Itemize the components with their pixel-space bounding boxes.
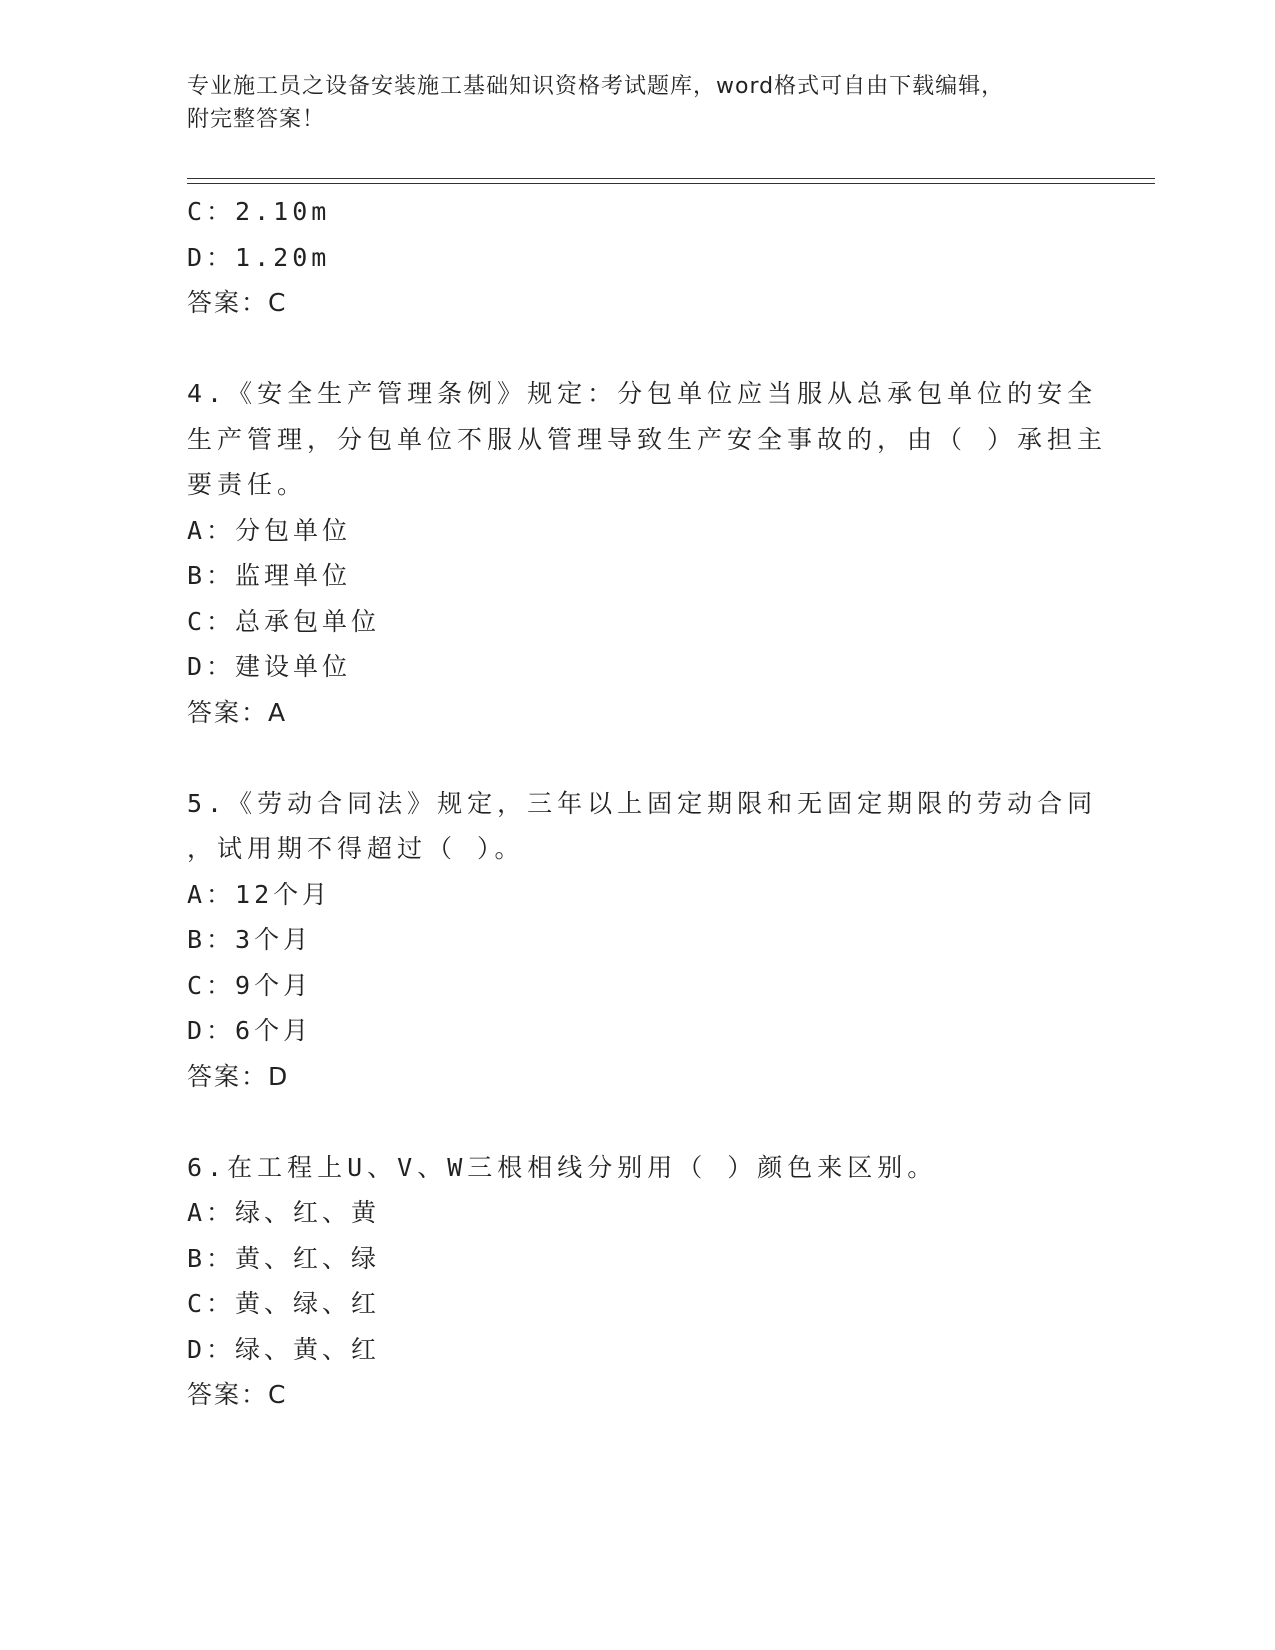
- prev-question: [187, 189, 1087, 326]
- question-stem-line: 6.在工程上U、V、W三根相线分别用（ ）颜色来区别。: [187, 1152, 938, 1182]
- option-b: B：监理单位: [187, 561, 352, 590]
- question-4: [187, 371, 1108, 735]
- option-c: C：2.10m: [187, 197, 331, 226]
- spacer: [187, 735, 1087, 781]
- answer-line: 答案：C: [187, 1380, 288, 1409]
- question-stem-line: 要责任。: [187, 470, 308, 499]
- answer-line: 答案：D: [187, 1061, 290, 1091]
- header-title-line-1: 专业施工员之设备安装施工基础知识资格考试题库，word格式可自由下载编辑，: [187, 74, 1005, 99]
- answer-line: 答案：C: [187, 288, 288, 317]
- answer-line: 答案：A: [187, 697, 288, 727]
- option-c: C：9个月: [187, 970, 313, 1000]
- header-divider-top: [187, 178, 1155, 179]
- option-a: A：分包单位: [187, 515, 352, 545]
- option-b: B：3个月: [187, 925, 313, 954]
- spacer: [187, 326, 1087, 372]
- option-d: D：建设单位: [187, 652, 352, 681]
- option-d: D：绿、黄、红: [187, 1334, 381, 1364]
- option-a: A：12个月: [187, 879, 332, 909]
- question-stem-line: 5.《劳动合同法》规定，三年以上固定期限和无固定期限的劳动合同: [187, 788, 1098, 818]
- header-title-line-2: 附完整答案！: [187, 107, 326, 132]
- option-c: C：总承包单位: [187, 606, 381, 636]
- option-d: D：1.20m: [187, 242, 331, 272]
- option-b: B：黄、红、绿: [187, 1243, 381, 1273]
- option-c: C：黄、绿、红: [187, 1289, 381, 1318]
- document-header: [187, 70, 1067, 136]
- question-stem-line: 4.《安全生产管理条例》规定：分包单位应当服从总承包单位的安全: [187, 379, 1098, 408]
- header-divider-bottom: [187, 183, 1155, 184]
- question-5: [187, 781, 1098, 1100]
- question-stem-line: 生产管理，分包单位不服从管理导致生产安全事故的，由（ ）承担主: [187, 424, 1108, 454]
- option-d: D：6个月: [187, 1016, 313, 1045]
- spacer: [187, 1099, 1087, 1145]
- question-6: [187, 1145, 1087, 1418]
- question-list: [187, 189, 1108, 1418]
- option-a: A：绿、红、黄: [187, 1198, 381, 1227]
- question-stem-line: ，试用期不得超过（ ）。: [187, 834, 525, 863]
